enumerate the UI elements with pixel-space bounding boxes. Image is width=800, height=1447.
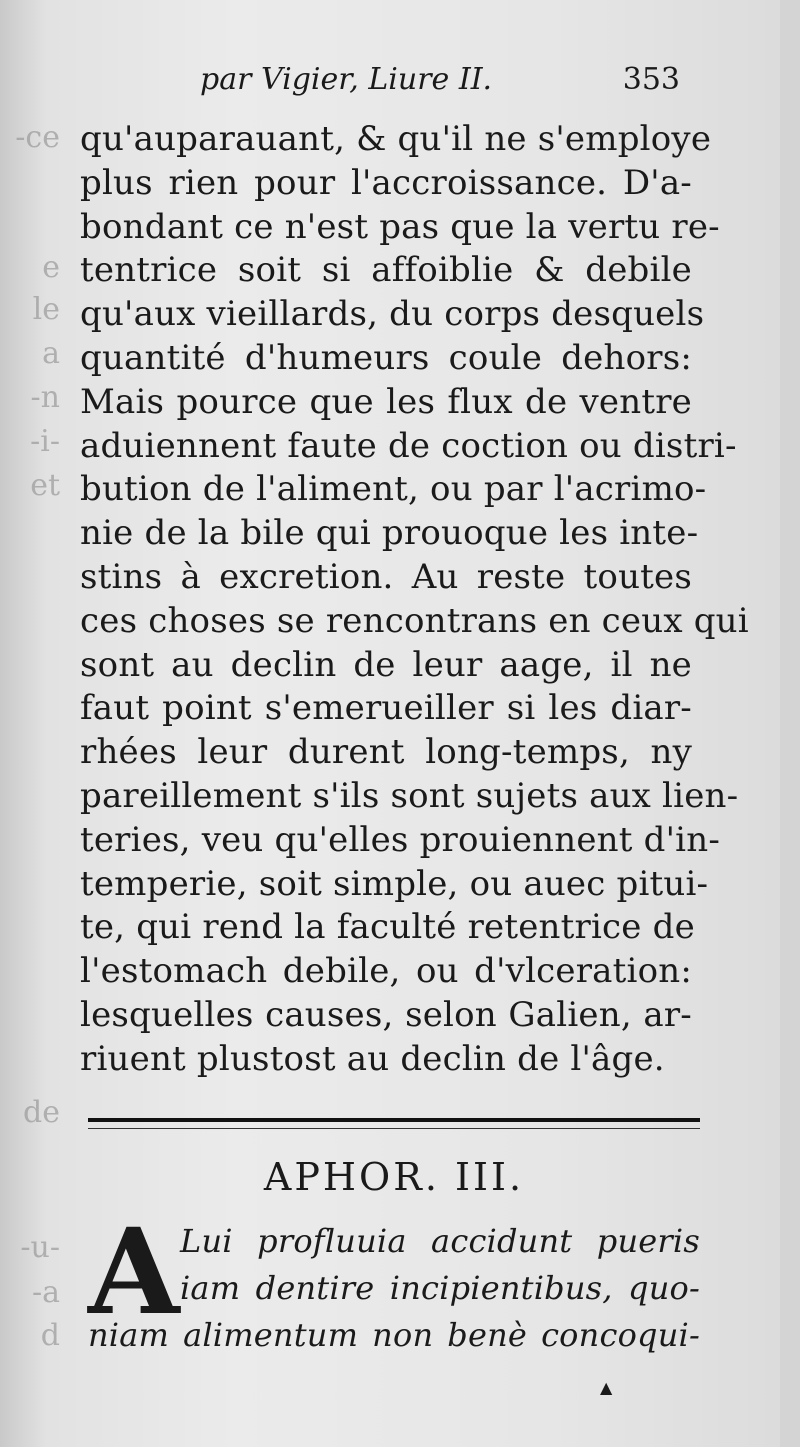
text-line: aduiennent faute de coction ou distri- (80, 425, 737, 466)
french-commentary (80, 118, 749, 1082)
section-divider (88, 1118, 700, 1129)
signature-mark: ▲ (600, 1378, 613, 1397)
latin-line: Lui profluuia accidunt pueris (180, 1222, 700, 1260)
text-line: faut point s'emerueiller si les diar- (80, 688, 692, 729)
text-line: qu'auparauant, & qu'il ne s'employe (80, 119, 712, 159)
latin-line: iam dentire incipientibus, quo- (180, 1269, 700, 1307)
running-title: par Vigier, Liure II. (200, 62, 493, 97)
text-line: qu'aux vieillards, du corps desquels (80, 294, 705, 335)
bleed-through-text: -n (30, 380, 60, 415)
text-line: Mais pource que les flux de ventre (80, 381, 692, 422)
text-line: lesquelles causes, selon Galien, ar- (80, 994, 692, 1035)
bleed-through-text: le (32, 292, 60, 327)
text-line: tentrice soit si affoiblie & debile (80, 250, 692, 291)
text-line: temperie, soit simple, ou auec pitui- (80, 863, 709, 904)
text-line: riuent plustost au declin de l'âge. (80, 1038, 665, 1079)
text-line: teries, veu qu'elles prouiennent d'in- (80, 819, 721, 860)
bleed-through-text: d (40, 1318, 60, 1353)
latin-line: niam alimentum non benè concoqui- (88, 1316, 700, 1354)
text-line: stins à excretion. Au reste toutes (80, 556, 692, 597)
latin-aphorism (88, 1202, 700, 1359)
bleed-through-text: -i- (30, 424, 60, 459)
bleed-through-text: et (30, 468, 60, 503)
bleed-through-text: -u- (20, 1230, 60, 1265)
text-line: ces choses se rencontrans en ceux qui (80, 600, 749, 641)
text-line: bution de l'aliment, ou par l'acrimo- (80, 469, 707, 510)
text-line: rhées leur durent long-temps, ny (80, 732, 692, 773)
text-line: te, qui rend la faculté retentrice de (80, 907, 695, 948)
page-number: 353 (622, 62, 680, 97)
bleed-through-text: e (42, 250, 60, 285)
bleed-through-text: -a (31, 1275, 60, 1310)
text-line: nie de la bile qui prouoque les inte- (80, 513, 699, 554)
running-header (200, 62, 680, 97)
bleed-through-text: de (23, 1095, 60, 1130)
text-line: bondant ce n'est pas que la vertu re- (80, 206, 720, 247)
text-line: quantité d'humeurs coule dehors: (80, 337, 692, 378)
section-heading: APHOR. III. (263, 1155, 525, 1199)
drop-cap: A (88, 1202, 180, 1341)
bleed-through-text: -ce (15, 120, 60, 155)
text-line: plus rien pour l'accroissance. D'a- (80, 162, 692, 203)
bleed-through-text: a (42, 336, 60, 371)
text-line: sont au declin de leur aage, il ne (80, 644, 692, 685)
text-line: pareillement s'ils sont sujets aux lien- (80, 775, 739, 816)
text-line: l'estomach debile, ou d'vlceration: (80, 951, 692, 992)
